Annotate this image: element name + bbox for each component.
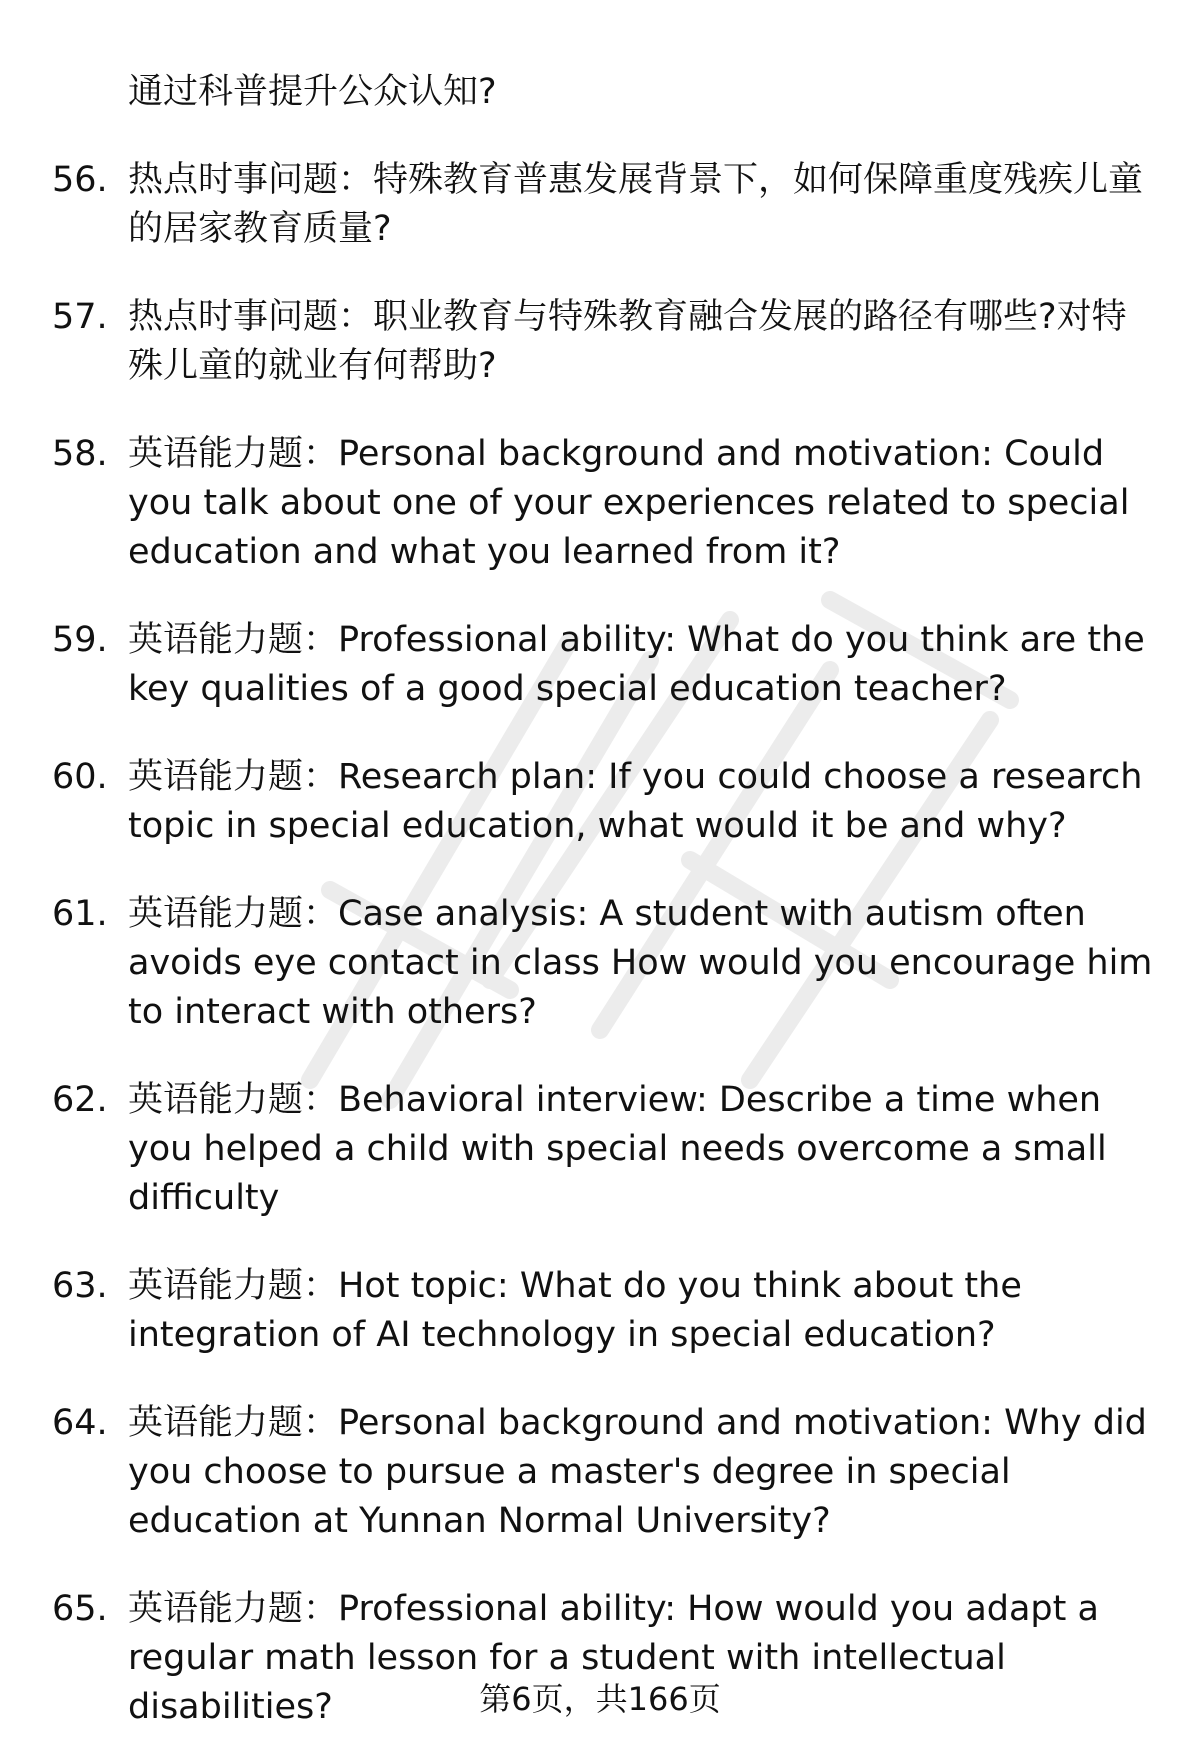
- item-number: 57.: [52, 297, 108, 337]
- list-item: [0, 156, 1200, 254]
- item-text: 英语能力题：Professional ability: What do you think are the key qualities of a good special education teacher?: [128, 620, 1145, 709]
- item-number: 65.: [52, 1589, 108, 1629]
- continuation-text: 通过科普提升公众认知?: [128, 72, 497, 112]
- item-number: 56.: [52, 160, 108, 200]
- list-item: [0, 753, 1200, 851]
- item-text: 英语能力题：Personal background and motivation: Why did you choose to pursue a master's degree in special education at Yunnan Normal University?: [128, 1403, 1147, 1541]
- item-text: 英语能力题：Research plan: If you could choose a research topic in special education, what would it be and why?: [128, 757, 1143, 846]
- item-text: 英语能力题：Professional ability: How would you adapt a regular math lesson for a student with intellectual disabilities?: [128, 1589, 1099, 1727]
- item-text: 英语能力题：Case analysis: A student with autism often avoids eye contact in class How would you encourage him to interact with others?: [128, 894, 1153, 1032]
- item-number: 59.: [52, 620, 108, 660]
- list-item: [0, 293, 1200, 391]
- item-number: 60.: [52, 757, 108, 797]
- list-item: [0, 890, 1200, 1037]
- item-number: 63.: [52, 1266, 108, 1306]
- list-item: [0, 616, 1200, 714]
- item-text: 英语能力题：Behavioral interview: Describe a time when you helped a child with special needs overcome a small difficulty: [128, 1080, 1107, 1218]
- item-text: 热点时事问题：特殊教育普惠发展背景下，如何保障重度残疾儿童的居家教育质量?: [128, 160, 1144, 249]
- item-text: 热点时事问题：职业教育与特殊教育融合发展的路径有哪些?对特殊儿童的就业有何帮助?: [128, 297, 1127, 386]
- item-text: 英语能力题：Personal background and motivation: Could you talk about one of your experiences related to special education and what you learned from it?: [128, 434, 1130, 572]
- list-item: [0, 1262, 1200, 1360]
- item-number: 58.: [52, 434, 108, 474]
- list-item: [0, 1076, 1200, 1223]
- list-item: [0, 430, 1200, 577]
- item-text: 英语能力题：Hot topic: What do you think about the integration of AI technology in special education?: [128, 1266, 1022, 1355]
- item-number: 62.: [52, 1080, 108, 1120]
- page-footer: 第6页，共166页: [479, 1680, 721, 1718]
- item-number: 64.: [52, 1403, 108, 1443]
- item-number: 61.: [52, 894, 108, 934]
- list-item: [0, 1399, 1200, 1546]
